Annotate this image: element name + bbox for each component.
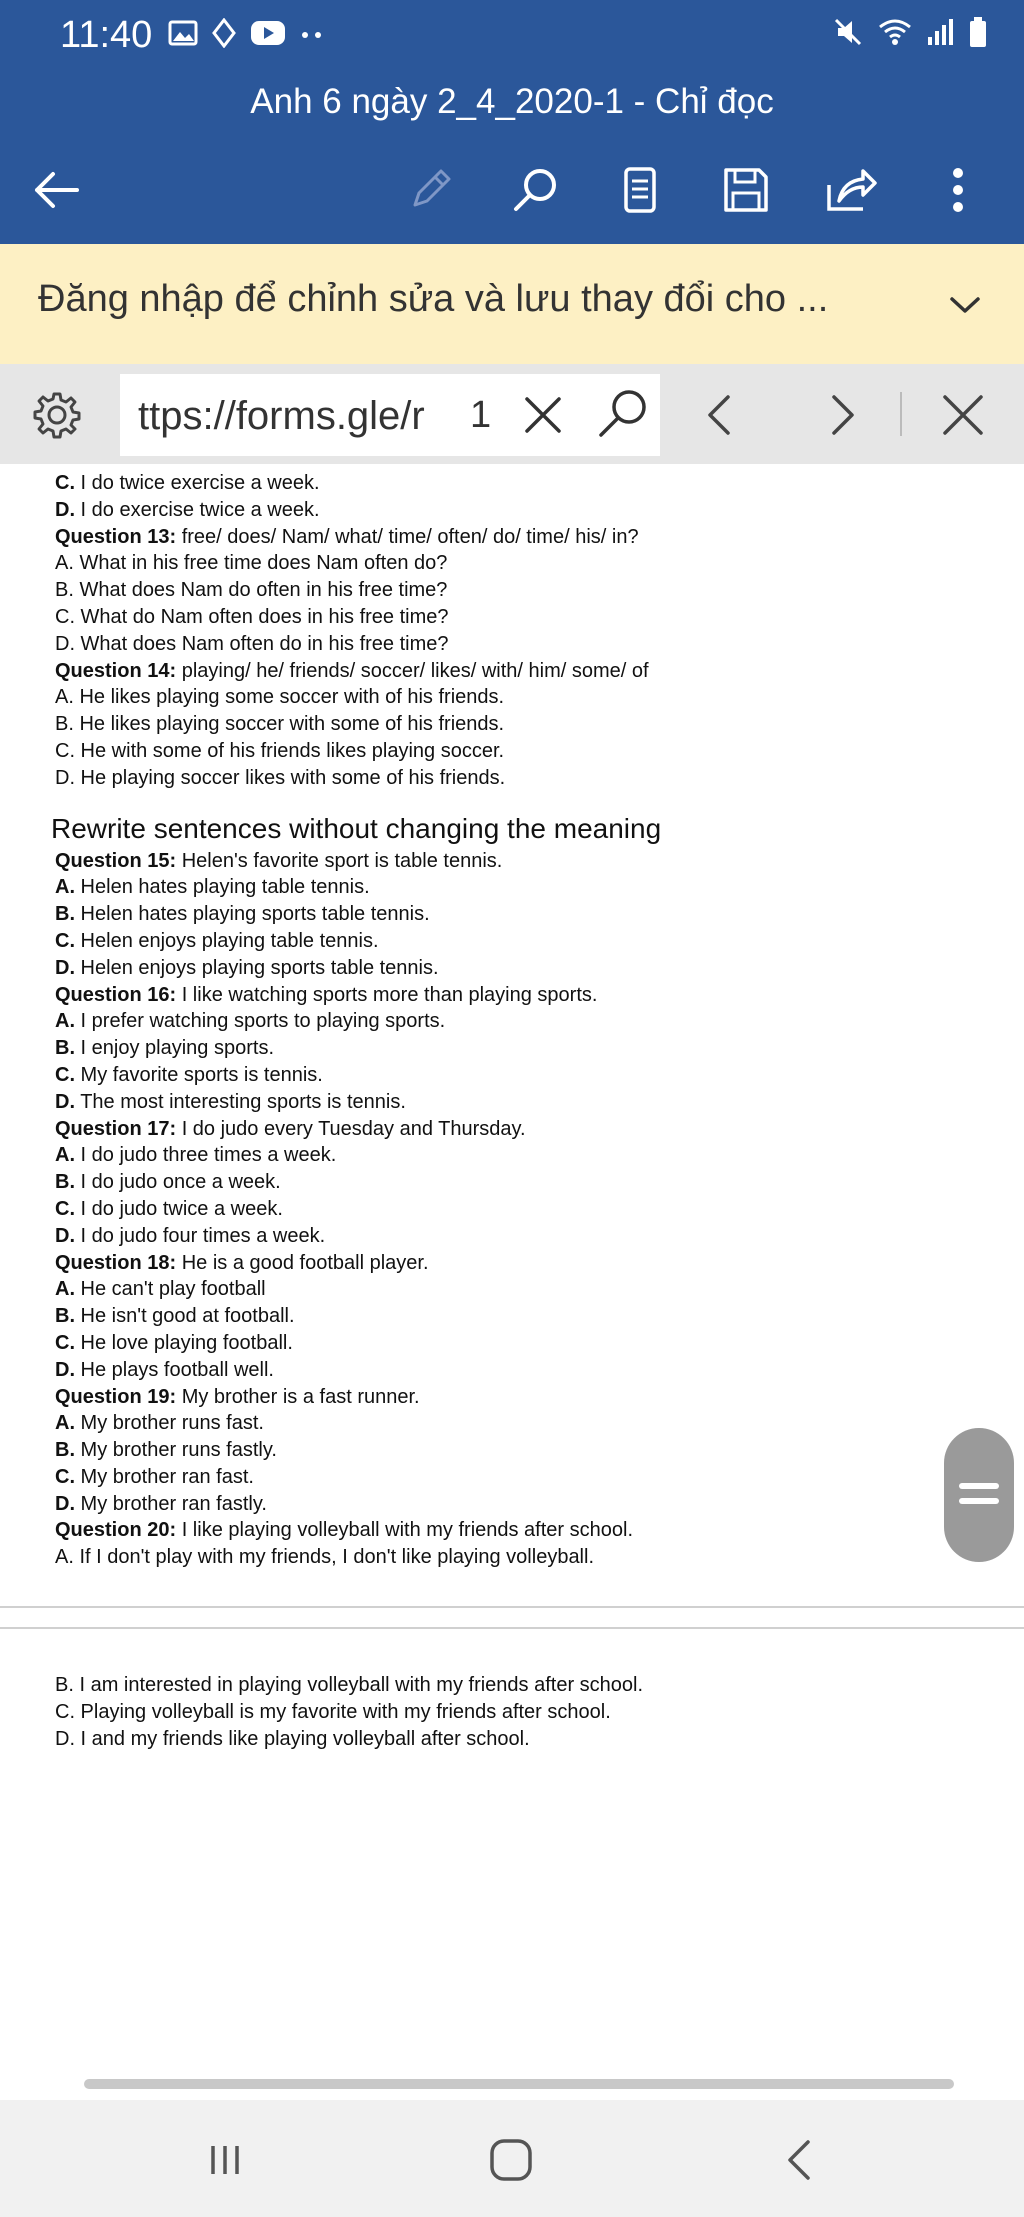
document-line bbox=[55, 1089, 1005, 1116]
divider bbox=[900, 392, 902, 436]
line-text: He plays football well. bbox=[75, 1358, 274, 1381]
line-text: I do judo four times a week. bbox=[75, 1224, 326, 1247]
document-line bbox=[55, 1142, 1005, 1169]
scroll-handle[interactable] bbox=[944, 1428, 1014, 1562]
close-icon[interactable] bbox=[930, 382, 996, 448]
document-line bbox=[55, 955, 1005, 982]
line-text: I do judo twice a week. bbox=[75, 1197, 283, 1220]
signal-icon bbox=[926, 17, 954, 52]
find-bar bbox=[0, 364, 1024, 464]
line-text: A. If I don't play with my friends, I don't like playing volleyball. bbox=[55, 1546, 595, 1569]
status-left-icons bbox=[168, 18, 324, 53]
line-text: I enjoy playing sports. bbox=[75, 1037, 274, 1060]
line-label: D. bbox=[55, 498, 75, 521]
document-line bbox=[55, 577, 1005, 604]
document-line bbox=[55, 1116, 1005, 1143]
line-text: He isn't good at football. bbox=[75, 1305, 295, 1328]
line-label: Question 16: bbox=[55, 983, 177, 1006]
line-text: My brother ran fastly. bbox=[75, 1492, 267, 1515]
document-line bbox=[55, 1169, 1005, 1196]
find-search-icon[interactable] bbox=[590, 382, 656, 448]
document-line bbox=[55, 1330, 1005, 1357]
document-line bbox=[55, 874, 1005, 901]
document-line bbox=[55, 524, 1005, 551]
clear-icon[interactable] bbox=[510, 382, 576, 448]
line-text: I do exercise twice a week. bbox=[75, 498, 320, 521]
line-label: C. bbox=[55, 929, 75, 952]
document-line bbox=[55, 1062, 1005, 1089]
line-text: D. What does Nam often do in his free time? bbox=[55, 632, 449, 655]
share-icon[interactable] bbox=[820, 160, 880, 220]
line-text: Helen hates playing table tennis. bbox=[75, 876, 370, 899]
line-label: D. bbox=[55, 1358, 75, 1381]
line-text: My brother ran fast. bbox=[75, 1465, 254, 1488]
document-line bbox=[55, 901, 1005, 928]
line-label: A. bbox=[55, 1144, 75, 1167]
line-label: Question 14: bbox=[55, 659, 177, 682]
line-label: D. bbox=[55, 1090, 75, 1113]
previous-match-icon[interactable] bbox=[686, 382, 752, 448]
line-label: D. bbox=[55, 1224, 75, 1247]
line-text: Helen hates playing sports table tennis. bbox=[75, 903, 430, 926]
back-arrow-icon[interactable] bbox=[26, 160, 86, 220]
document-line bbox=[55, 631, 1005, 658]
line-text: C. He with some of his friends likes playing soccer. bbox=[55, 739, 505, 762]
line-text: I like watching sports more than playing sports. bbox=[176, 983, 598, 1006]
wifi-icon bbox=[878, 17, 912, 52]
line-label: A. bbox=[55, 876, 75, 899]
document-line bbox=[55, 1464, 1005, 1491]
line-text: I like playing volleyball with my friends after school. bbox=[176, 1519, 634, 1542]
document-line bbox=[55, 1008, 1005, 1035]
location-icon bbox=[212, 18, 236, 53]
line-label: A. bbox=[55, 1278, 75, 1301]
document-line bbox=[55, 765, 1005, 792]
find-query[interactable]: ttps://forms.gle/r bbox=[138, 394, 425, 438]
line-text: I do judo three times a week. bbox=[75, 1144, 337, 1167]
horizontal-scrollbar[interactable] bbox=[84, 2079, 954, 2089]
line-text: free/ does/ Nam/ what/ time/ often/ do/ time/ his/ in? bbox=[176, 525, 639, 548]
mute-icon bbox=[832, 16, 864, 53]
find-input[interactable] bbox=[120, 374, 660, 456]
question-lines-page2 bbox=[55, 1672, 643, 1752]
document-title: Anh 6 ngày 2_4_2020-1 - Chỉ đọc bbox=[250, 82, 774, 121]
document-line bbox=[55, 1196, 1005, 1223]
document-line bbox=[55, 1384, 1005, 1411]
more-dots-icon bbox=[300, 27, 324, 45]
image-icon bbox=[168, 19, 198, 52]
youtube-icon bbox=[250, 20, 286, 51]
line-text: A. He likes playing some soccer with of his friends. bbox=[55, 686, 505, 709]
line-text: He can't play football bbox=[75, 1278, 266, 1301]
line-label: C. bbox=[55, 472, 75, 494]
document-line bbox=[55, 1250, 1005, 1277]
document-line bbox=[55, 497, 1005, 524]
back-icon[interactable] bbox=[764, 2130, 834, 2190]
gear-icon[interactable] bbox=[24, 382, 90, 448]
line-label: B. bbox=[55, 1171, 75, 1194]
line-text: I prefer watching sports to playing sports. bbox=[75, 1010, 446, 1033]
document-line bbox=[55, 1491, 1005, 1518]
document-line bbox=[55, 470, 1005, 497]
status-right-icons bbox=[832, 16, 988, 53]
document-line bbox=[55, 711, 1005, 738]
document-line bbox=[55, 848, 1005, 875]
document-line bbox=[55, 738, 1005, 765]
app-bar bbox=[0, 0, 1024, 244]
line-text: B. What does Nam do often in his free time? bbox=[55, 579, 448, 602]
line-label: A. bbox=[55, 1412, 75, 1435]
toolbar bbox=[0, 150, 1024, 224]
line-text: My brother is a fast runner. bbox=[176, 1385, 420, 1408]
line-label: Question 20: bbox=[55, 1519, 177, 1542]
line-text: My favorite sports is tennis. bbox=[75, 1063, 323, 1086]
question-lines-top bbox=[55, 470, 1005, 792]
document-line bbox=[55, 1276, 1005, 1303]
page-break bbox=[0, 1606, 1024, 1608]
document-line bbox=[55, 1437, 1005, 1464]
document-line bbox=[55, 928, 1005, 955]
line-label: B. bbox=[55, 1439, 75, 1462]
document-line bbox=[55, 1544, 1005, 1571]
find-match-count: 1 bbox=[470, 394, 492, 436]
document-line bbox=[55, 550, 1005, 577]
home-icon[interactable] bbox=[476, 2130, 546, 2190]
recent-apps-icon[interactable] bbox=[190, 2130, 260, 2190]
search-icon[interactable] bbox=[505, 160, 565, 220]
line-label: Question 17: bbox=[55, 1117, 177, 1140]
document-line bbox=[55, 1357, 1005, 1384]
line-label: B. bbox=[55, 1305, 75, 1328]
document-page-2 bbox=[55, 1672, 643, 1752]
line-text: D. He playing soccer likes with some of his friends. bbox=[55, 766, 506, 789]
line-text: He love playing football. bbox=[75, 1331, 293, 1354]
line-label: B. bbox=[55, 903, 75, 926]
line-text: I do judo once a week. bbox=[75, 1171, 281, 1194]
line-text: I do judo every Tuesday and Thursday. bbox=[176, 1117, 526, 1140]
document-line bbox=[55, 658, 1005, 685]
section-heading: Rewrite sentences without changing the meaning bbox=[51, 812, 662, 844]
status-time: 11:40 bbox=[60, 14, 153, 56]
document-line bbox=[55, 982, 1005, 1009]
page-break bbox=[0, 1627, 1024, 1629]
document-line bbox=[55, 1223, 1005, 1250]
next-match-icon[interactable] bbox=[810, 382, 876, 448]
save-icon[interactable] bbox=[716, 160, 776, 220]
line-text: The most interesting sports is tennis. bbox=[75, 1090, 406, 1113]
reading-view-icon[interactable] bbox=[610, 160, 670, 220]
line-text: My brother runs fast. bbox=[75, 1412, 264, 1435]
line-text: C. What do Nam often does in his free time? bbox=[55, 605, 449, 628]
document-line: B. I am interested in playing volleyball with my friends after school. bbox=[55, 1674, 644, 1696]
document-line bbox=[55, 1410, 1005, 1437]
line-label: Question 13: bbox=[55, 525, 177, 548]
line-label: B. bbox=[55, 1037, 75, 1060]
line-text: I do twice exercise a week. bbox=[75, 472, 320, 494]
chevron-down-icon[interactable] bbox=[940, 280, 990, 330]
line-text: Helen enjoys playing sports table tennis. bbox=[75, 956, 439, 979]
line-label: C. bbox=[55, 1465, 75, 1488]
line-label: Question 15: bbox=[55, 849, 177, 872]
line-label: Question 18: bbox=[55, 1251, 177, 1274]
line-label: D. bbox=[55, 1492, 75, 1515]
line-label: D. bbox=[55, 956, 75, 979]
document-line bbox=[55, 604, 1005, 631]
line-text: A. What in his free time does Nam often do? bbox=[55, 552, 448, 575]
document-line bbox=[55, 1035, 1005, 1062]
line-text: My brother runs fastly. bbox=[75, 1439, 277, 1462]
line-text: He is a good football player. bbox=[176, 1251, 429, 1274]
line-text: playing/ he/ friends/ soccer/ likes/ with/ him/ some/ of bbox=[176, 659, 649, 682]
line-label: C. bbox=[55, 1331, 75, 1354]
edit-pencil-icon[interactable] bbox=[400, 160, 460, 220]
signin-banner-text: Đăng nhập để chỉnh sửa và lưu thay đổi cho ... bbox=[38, 278, 829, 320]
document-line bbox=[55, 1517, 1005, 1544]
document-page-1 bbox=[51, 470, 1005, 1571]
signin-banner[interactable] bbox=[0, 244, 1024, 364]
nav-bar bbox=[0, 2100, 1024, 2217]
more-vertical-icon[interactable] bbox=[928, 160, 988, 220]
line-label: C. bbox=[55, 1197, 75, 1220]
line-label: Question 19: bbox=[55, 1385, 177, 1408]
document-line bbox=[55, 1303, 1005, 1330]
line-label: A. bbox=[55, 1010, 75, 1033]
document-line: D. I and my friends like playing volleyball after school. bbox=[55, 1727, 530, 1750]
status-bar bbox=[0, 0, 1024, 70]
line-text: Helen's favorite sport is table tennis. bbox=[176, 849, 503, 872]
line-label: C. bbox=[55, 1063, 75, 1086]
line-text: Helen enjoys playing table tennis. bbox=[75, 929, 379, 952]
document-line bbox=[55, 684, 1005, 711]
line-text: B. He likes playing soccer with some of his friends. bbox=[55, 713, 505, 736]
document-line: C. Playing volleyball is my favorite with my friends after school. bbox=[55, 1700, 611, 1723]
question-lines-bottom bbox=[55, 848, 1005, 1572]
battery-icon bbox=[968, 16, 988, 53]
